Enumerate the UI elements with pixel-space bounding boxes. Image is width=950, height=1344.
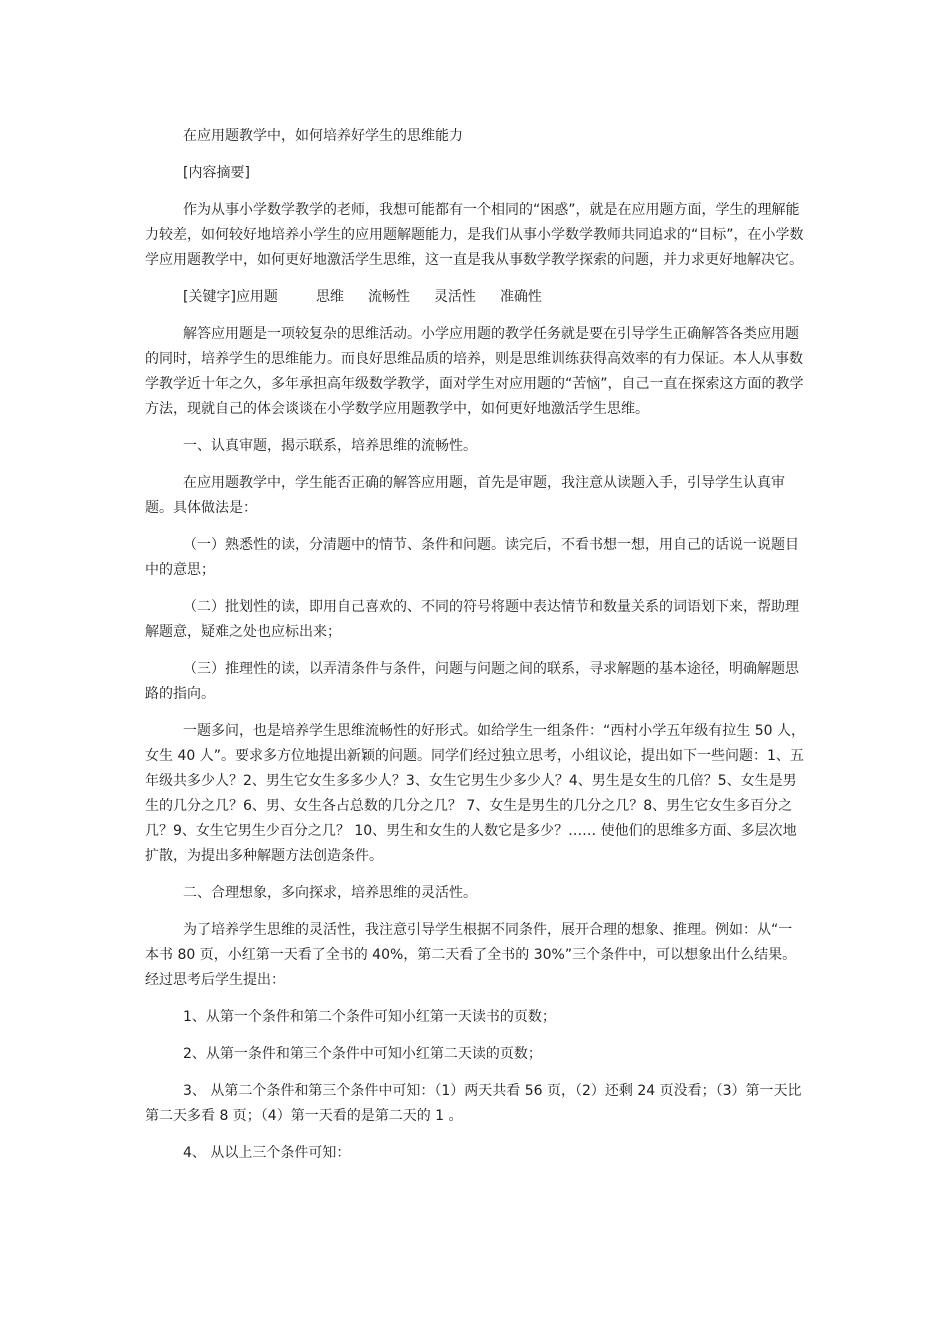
keywords-label: [关键字] xyxy=(183,289,236,305)
section2-heading: 二、合理想象，多向探求，培养思维的灵活性。 xyxy=(183,885,477,901)
section1-list-item: （一）熟悉性的读，分清题中的情节、条件和问题。读完后，不看书想一想，用自己的话说一说题目中的意思； xyxy=(145,537,799,578)
section1-paragraph: 一题多问，也是培养学生思维流畅性的好形式。如给学生一组条件：“西村小学五年级有拉生 50 人，女生 40 人”。要求多方位地提出新颖的问题。同学们经过独立思考，小组议论，提出如下一些问题：1、五年级共多少人？2、男生它女生多多少人？3、女生它男生少多少人？4、男生是女生的几倍？5、女生是男生的几分之几？6、男、女生各占总数的几分之几？ 7、女生是男生的几分之几？8、男生它女生多百分之几？9、女生它男生少百分之几？ 10、男生和女生的人数它是多少？…… 使他们的思维多方面、多层次地扩散，为提出多种解题方法创造条件。 xyxy=(145,723,805,864)
intro-paragraph: 解答应用题是一项较复杂的思维活动。小学应用题的教学任务就是要在引导学生正确解答各类应用题的同时，培养学生的思维能力。而良好思维品质的培养，则是思维训练获得高效率的有力保证。本人从事数学教学近十年之久，多年承担高年级数学教学，面对学生对应用题的“苦恼”，自己一直在探索这方面的教学方法，现就自己的体会谈谈在小学数学应用题教学中，如何更好地激活学生思维。 xyxy=(145,326,804,417)
section1-paragraph: 在应用题教学中，学生能否正确的解答应用题，首先是审题，我注意从读题入手，引导学生认真审题。具体做法是： xyxy=(145,475,785,516)
keyword-item: 灵活性 xyxy=(433,289,476,305)
keyword-item: 准确性 xyxy=(499,289,542,305)
section2-list-item: 2、从第一条件和第三个条件中可知小红第二天读的页数； xyxy=(183,1046,542,1062)
document-title: 在应用题教学中，如何培养好学生的思维能力 xyxy=(183,128,463,144)
keywords-line xyxy=(145,285,805,310)
abstract-paragraph: 作为从事小学数学教学的老师，我想可能都有一个相同的“困惑”，就是在应用题方面，学生的理解能力较差，如何较好地培养小学生的应用题解题能力，是我们从事小学数学教师共同追求的“目标”，在小学数学应用题教学中，如何更好地激活学生思维，这一直是我从事数学教学探索的问题，并力求更好地解决它。 xyxy=(145,202,804,268)
section1-list-item: （三）推理性的读，以弄清条件与条件，问题与问题之间的联系，寻求解题的基本途径，明确解题思路的指向。 xyxy=(145,661,799,702)
abstract-label: [内容摘要] xyxy=(183,165,250,181)
keyword-item: 流畅性 xyxy=(367,289,410,305)
section1-list-item: （二）批划性的读，即用自己喜欢的、不同的符号将题中表达情节和数量关系的词语划下来，帮助理解题意，疑难之处也应标出来； xyxy=(145,599,799,640)
section2-list-item: 1、从第一个条件和第二个条件可知小红第一天读书的页数； xyxy=(183,1009,556,1025)
section2-list-item: 3、 从第二个条件和第三个条件中可知：（1）两天共看 56 页，（2）还剩 24 页没看；（3）第一天比第二天多看 8 页；（4）第一天看的是第二天的 1 。 xyxy=(145,1083,802,1124)
keyword-item: 思维 xyxy=(315,289,344,305)
section1-heading: 一、认真审题，揭示联系，培养思维的流畅性。 xyxy=(183,438,477,454)
keyword-item: 应用题 xyxy=(235,289,278,305)
section2-paragraph: 为了培养学生思维的灵活性，我注意引导学生根据不同条件，展开合理的想象、推理。例如：从“一本书 80 页，小红第一天看了全书的 40%，第二天看了全书的 30%”三个条件中，可以想象出什么结果。经过思考后学生提出： xyxy=(145,922,797,988)
document-body xyxy=(145,124,805,1166)
section2-list-item: 4、 从以上三个条件可知： xyxy=(183,1145,351,1161)
